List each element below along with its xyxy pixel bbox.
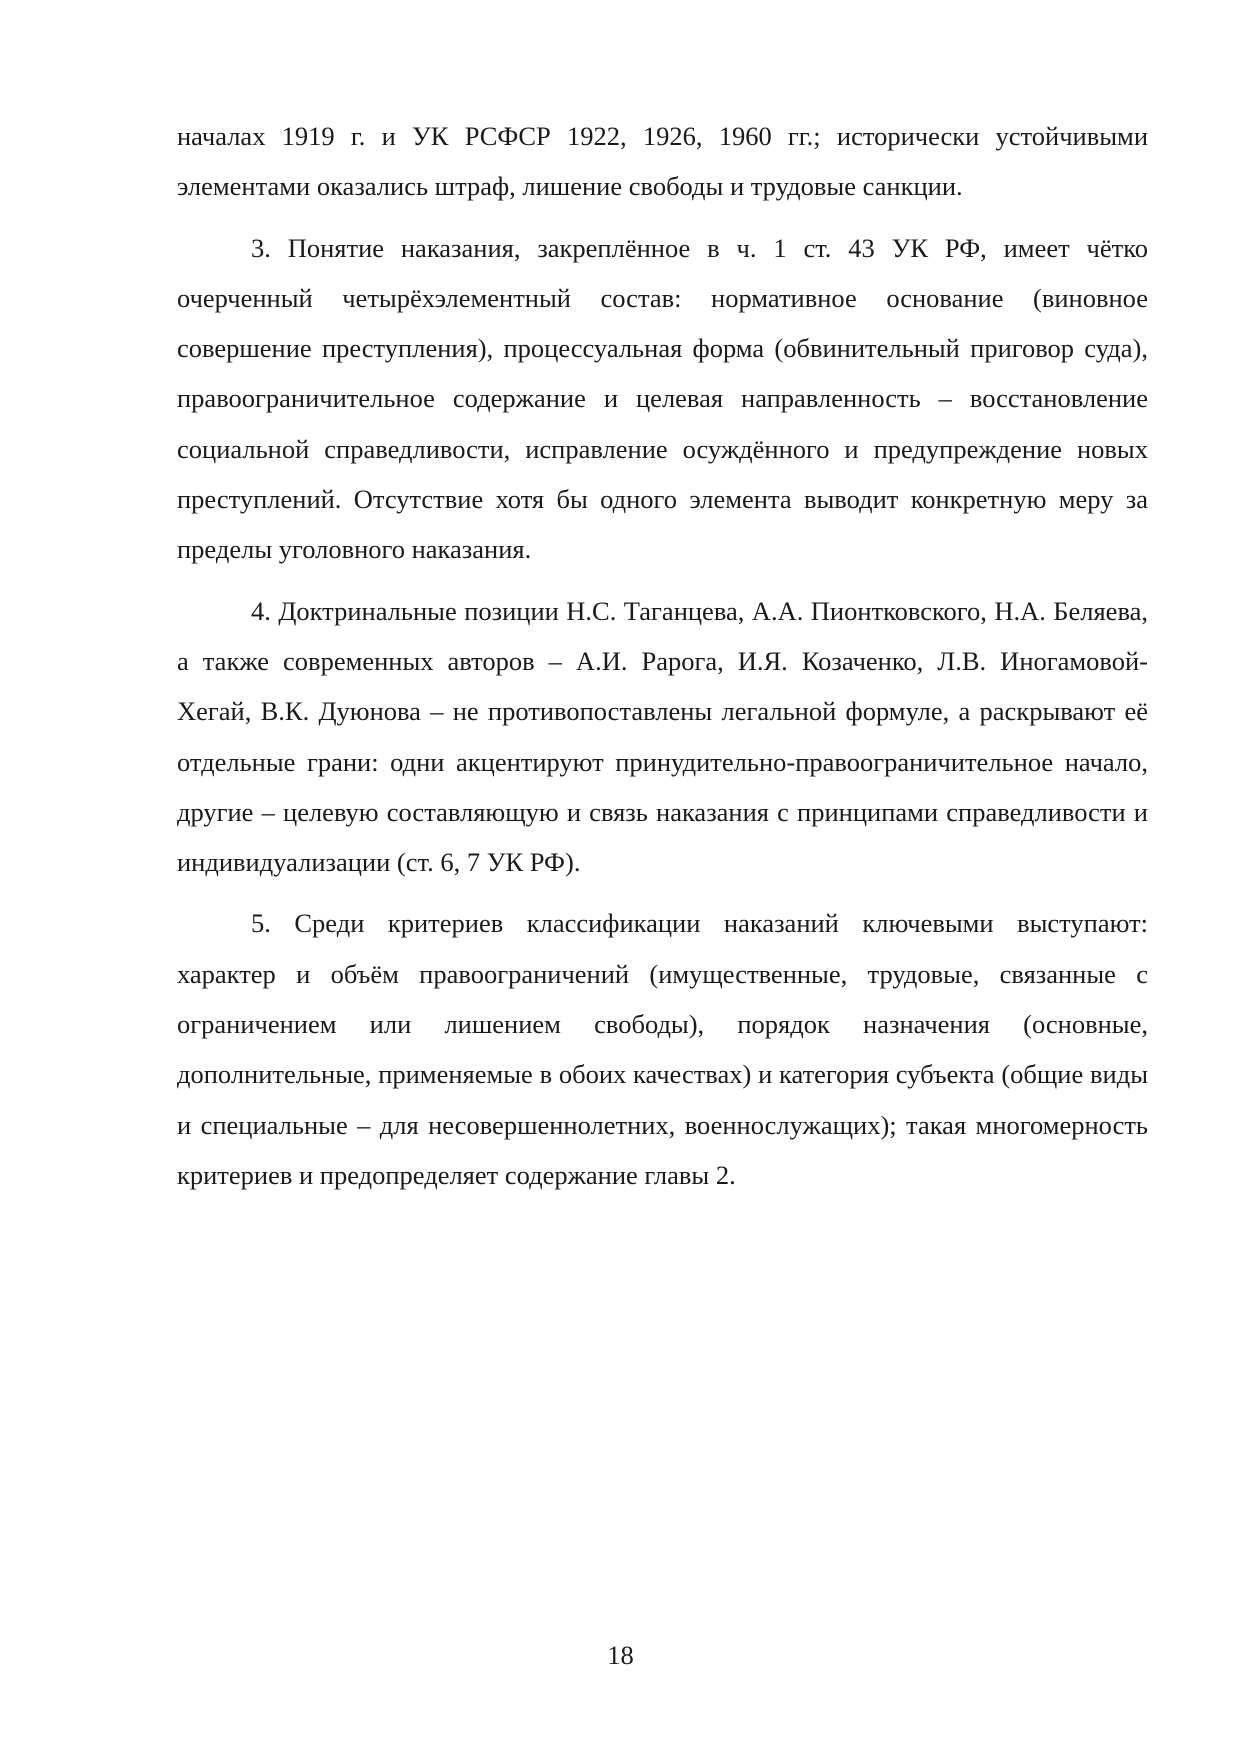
page-number: 18 [607, 1640, 634, 1670]
paragraph-3: 3. Понятие наказания, закреплённое в ч. 1 ст. 43 УК РФ, имеет чётко очерченный четырёхэлементный состав: нормативное основание (виновное совершение преступления), процессуальная форма (обвинительный приговор суда), правоограничительное содержание и целевая направленность – восстановление социальной справедливости, исправление осуждённого и предупреждение новых преступлений. Отсутствие хотя бы одного элемента выводит конкретную меру за пределы уголовного наказания. [177, 232, 1148, 565]
paragraph-4: 4. Доктринальные позиции Н.С. Таганцева, А.А. Пионтковского, Н.А. Беляева, а также современных авторов – А.И. Рарога, И.Я. Козаченко, Л.В. Иногамовой-Хегай, В.К. Дуюнова – не противопоставлены легальной формуле, а раскрывают её отдельные грани: одни акцентируют принудительно-правоограничительное начало, другие – целевую составляющую и связь наказания с принципами справедливости и индивидуализации (ст. 6, 7 УК РФ). [177, 595, 1148, 878]
paragraph-continuation: началах 1919 г. и УК РСФСР 1922, 1926, 1960 гг.; исторически устойчивыми элементами оказались штраф, лишение свободы и трудовые санкции. [177, 121, 1148, 202]
paragraph-5: 5. Среди критериев классификации наказаний ключевыми выступают: характер и объём правоограничений (имущественные, трудовые, связанные с ограничением или лишением свободы), порядок назначения (основные, дополнительные, применяемые в обоих качествах) и категория субъекта (общие виды и специальные – для несовершеннолетних, военнослужащих); такая многомерность критериев и предопределяет содержание главы 2. [177, 908, 1148, 1190]
body-text [177, 111, 1148, 1211]
